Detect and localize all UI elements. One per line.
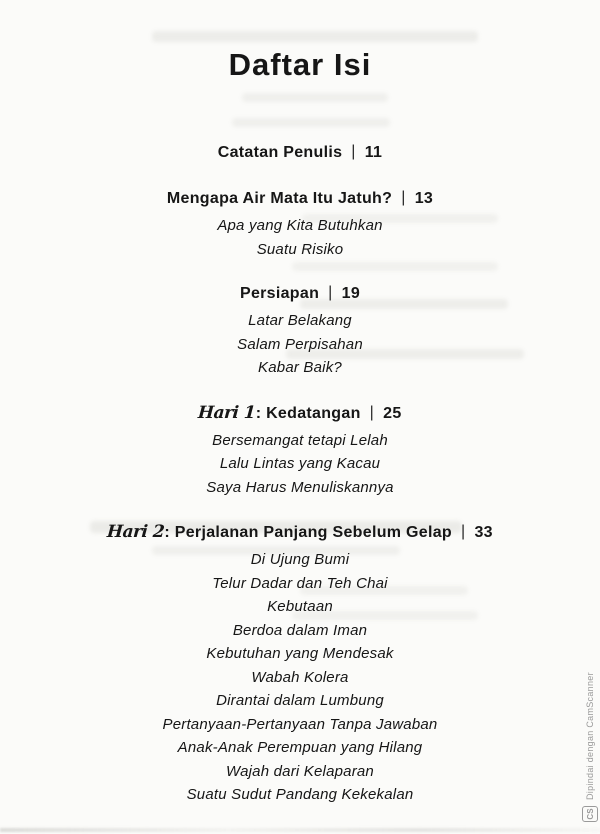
toc-item: Suatu Sudut Pandang Kekekalan	[186, 786, 414, 803]
toc-item: Pertanyaan-Pertanyaan Tanpa Jawaban	[162, 715, 438, 733]
toc-item: Kabar Baik?	[258, 359, 342, 376]
page-title: Daftar Isi	[228, 47, 372, 82]
separator-bar: |	[369, 403, 375, 421]
toc-section	[0, 400, 600, 500]
page-number: 11	[364, 144, 383, 161]
toc-item: Bersemangat tetapi Lelah	[212, 431, 388, 449]
toc-item: Kebutuhan yang Mendesak	[206, 645, 394, 662]
section-title: Perjalanan Panjang Sebelum Gelap	[174, 524, 452, 541]
bleedthrough-artifact	[242, 93, 388, 102]
section-heading	[0, 281, 600, 307]
page-number: 25	[383, 404, 402, 422]
section-items	[0, 429, 600, 500]
separator-bar: |	[351, 143, 356, 160]
toc-item: Lalu Lintas yang Kacau	[219, 455, 381, 472]
toc-item: Dirantai dalam Lumbung	[216, 692, 384, 709]
separator-bar: |	[401, 189, 406, 206]
toc-item: Kebutaan	[267, 598, 333, 615]
toc-item: Suatu Risiko	[256, 240, 344, 258]
page-number: 13	[414, 190, 434, 207]
toc-section	[0, 519, 600, 807]
toc-section	[0, 140, 600, 166]
section-title: Catatan Penulis	[217, 144, 343, 161]
toc-item: Wajah dari Kelaparan	[226, 762, 374, 780]
toc-section	[0, 281, 600, 380]
toc-item: Anak-Anak Perempuan yang Hilang	[177, 739, 423, 756]
separator-bar: |	[328, 284, 333, 301]
section-prefix-colon: :	[164, 524, 175, 541]
separator-bar: |	[461, 523, 466, 540]
toc-item: Berdoa dalam Iman	[232, 621, 368, 639]
toc-item: Saya Harus Menuliskannya	[206, 478, 394, 496]
table-of-contents	[0, 140, 600, 807]
camscanner-logo-icon: CS	[582, 806, 598, 822]
camscanner-text: Dipindai dengan CamScanner	[585, 672, 595, 800]
section-heading	[0, 400, 600, 427]
section-items	[0, 548, 600, 807]
toc-item: Salam Perpisahan	[237, 335, 363, 353]
section-heading	[0, 519, 600, 546]
section-title: Kedatangan	[266, 404, 361, 422]
section-prefix-colon: :	[255, 404, 267, 422]
toc-item: Telur Dadar dan Teh Chai	[212, 574, 388, 592]
toc-item: Latar Belakang	[248, 312, 352, 329]
scan-edge-shadow	[0, 828, 600, 832]
toc-section	[0, 186, 600, 261]
bleedthrough-artifact	[232, 118, 390, 127]
section-title: Mengapa Air Mata Itu Jatuh?	[166, 190, 393, 207]
toc-item: Wabah Kolera	[251, 668, 349, 686]
section-items	[0, 214, 600, 261]
toc-item: Di Ujung Bumi	[250, 551, 350, 568]
section-items	[0, 309, 600, 380]
page-number: 33	[474, 524, 493, 541]
page-number: 19	[341, 285, 361, 302]
camscanner-watermark	[582, 612, 598, 822]
section-heading	[0, 140, 600, 166]
section-heading	[0, 186, 600, 212]
section-prefix: Hari 1	[197, 402, 257, 423]
section-prefix: Hari 2	[106, 522, 166, 542]
section-title: Persiapan	[239, 285, 320, 302]
toc-item: Apa yang Kita Butuhkan	[217, 217, 383, 234]
